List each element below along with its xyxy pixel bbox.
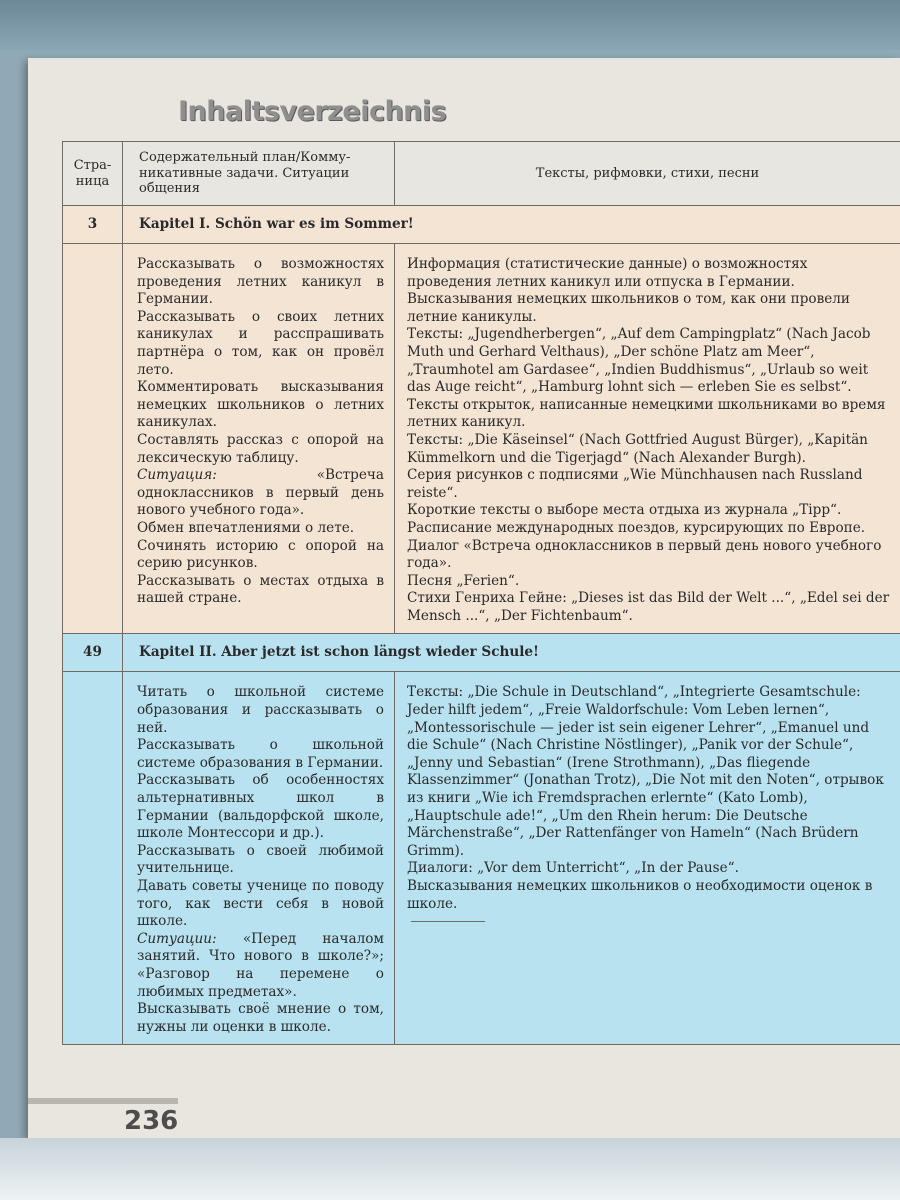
header-page: Стра-ница — [63, 142, 123, 206]
background-band-top — [0, 0, 900, 50]
situation-item — [137, 931, 384, 1001]
plan-item: Рассказывать о своей любимой учительнице. — [137, 842, 384, 877]
chapter-row-1 — [63, 206, 900, 244]
texts-item: Тексты: „Jugendherbergen“, „Auf dem Campingplatz“ (Nach Jacob Muth und Gerhard Velthaus), „Der schöne Platz am Meer“, „Traumhotel am Gardasee“, „Indien Buddhismus“, „Urlaub so weit das Auge reicht“, „Hamburg lohnt sich — erleben Sie es selbst“. — [407, 326, 871, 396]
texts-cell — [395, 244, 900, 634]
situation-label: Ситуации: — [137, 930, 217, 947]
page-cell-empty — [63, 244, 123, 634]
chapter-title: Kapitel I. Schön war es im Sommer! — [123, 206, 900, 244]
texts-item: Информация (статистические данные) о возможностях проведения летних каникул или отпуска в Германии. Высказывания немецких школьников о том, как они провели летние каникулы. — [407, 256, 850, 325]
texts-item: Диалоги: „Vor dem Unterricht“, „In der Pause“. — [407, 860, 739, 877]
texts-item: Серия рисунков с подписями „Wie Münchhausen nach Russland reiste“. — [407, 467, 863, 501]
texts-item: Тексты: „Die Schule in Deutschland“, „Integrierte Gesamtschule: Jeder hilft jedem“, „Freie Waldorfschule: Vom Leben lernen“, „Montessorischule — jeder ist sein eigener Lehrer“, „Emanuel und die Schule“ (Nach Christine Nöstlinger), „Panik vor der Schule“, „Jenny und Sebastian“ (Irene Strothmann), „Das fliegende Klassenzimmer“ (Jonathan Trotz), „Die Not mit den Noten“, отрывок из книги „Wie ich Fremdsprachen erlernte“ (Kato Lomb), „Hauptschule ade!“, „Um den Rhein herum: Die Deutsche Märchenstraße“, „Der Rattenfänger von Hameln“ (Nach Brüdern Grimm). — [407, 684, 884, 859]
texts-item: Тексты открыток, написанные немецкими школьниками во время летних каникул. — [407, 396, 886, 431]
chapter-page-number: 49 — [63, 634, 123, 672]
page-title: Inhaltsverzeichnis — [178, 96, 447, 127]
table-header-row — [63, 142, 900, 206]
plan-item: Сочинять историю с опорой на серию рисунков. — [137, 537, 384, 572]
plan-item: Рассказывать о возможностях проведения летних каникул в Германии. — [137, 256, 384, 308]
plan-item: Обмен впечатлениями о лете. — [137, 519, 355, 536]
chapter-content-row-1 — [63, 244, 900, 634]
chapter-content-row-2 — [63, 672, 900, 1045]
page-number-rule — [28, 1098, 178, 1104]
plan-item: Рассказывать о своих летних каникулах и расспрашивать партнёра о том, как он провёл лето. — [137, 308, 384, 378]
situation-text: «Встреча одноклассников в первый день нового учебного года». — [137, 467, 384, 519]
texts-item: Короткие тексты о выборе места отдыха из журнала „Tipp“. — [407, 502, 842, 519]
chapter-page-number: 3 — [63, 206, 123, 244]
section-divider — [411, 921, 485, 922]
page-number: 236 — [124, 1106, 179, 1136]
plan-item: Давать советы ученице по поводу того, как вести себя в новой школе. — [137, 878, 384, 930]
background-band-bottom — [0, 1138, 900, 1200]
situation-label: Ситуация: — [137, 467, 217, 484]
plan-item: Составлять рассказ с опорой на лексическую таблицу. — [137, 431, 384, 466]
header-texts: Тексты, рифмовки, стихи, песни — [395, 142, 900, 206]
texts-item: Стихи Генриха Гейне: „Dieses ist das Bild der Welt ...“, „Edel sei der Mensch ...“, „Der Fichtenbaum“. — [407, 590, 890, 624]
plan-item: Рассказывать о местах отдыха в нашей стране. — [137, 572, 384, 607]
chapter-row-2 — [63, 634, 900, 672]
texts-item: Высказывания немецких школьников о необходимости оценок в школе. — [407, 878, 873, 912]
header-plan: Содержательный план/Комму-никативные задачи. Ситуации общения — [123, 142, 395, 206]
plan-cell — [123, 672, 395, 1045]
situation-item — [137, 467, 384, 520]
texts-item: Песня „Ferien“. — [407, 572, 520, 589]
chapter-title: Kapitel II. Aber jetzt ist schon längst wieder Schule! — [123, 634, 900, 672]
plan-item: Читать о школьной системе образования и рассказывать о ней. — [137, 684, 384, 736]
texts-item: Расписание международных поездов, курсирующих по Европе. — [407, 519, 866, 536]
situation-text: «Перед началом занятий. Что нового в школе?»; «Разговор на перемене о любимых предметах». — [137, 930, 384, 1000]
plan-item: Высказывать своё мнение о том, нужны ли оценки в школе. — [137, 1001, 384, 1035]
texts-item: Диалог «Встреча одноклассников в первый день нового учебного года». — [407, 537, 882, 572]
contents-table — [62, 141, 900, 1045]
plan-item: Рассказывать о школьной системе образования в Германии. — [137, 737, 384, 771]
texts-item: Тексты: „Die Käseinsel“ (Nach Gottfried August Bürger), „Kapitän Kümmelkorn und die Tigerjagd“ (Nach Alexander Burgh). — [407, 431, 868, 466]
plan-item: Рассказывать об особенностях альтернативных школ в Германии (вальдорфской школе, школе Монтессори и др.). — [137, 772, 384, 842]
page-cell-empty — [63, 672, 123, 1045]
texts-cell — [395, 672, 900, 1045]
plan-cell — [123, 244, 395, 634]
plan-item: Комментировать высказывания немецких школьников о летних каникулах. — [137, 379, 384, 431]
